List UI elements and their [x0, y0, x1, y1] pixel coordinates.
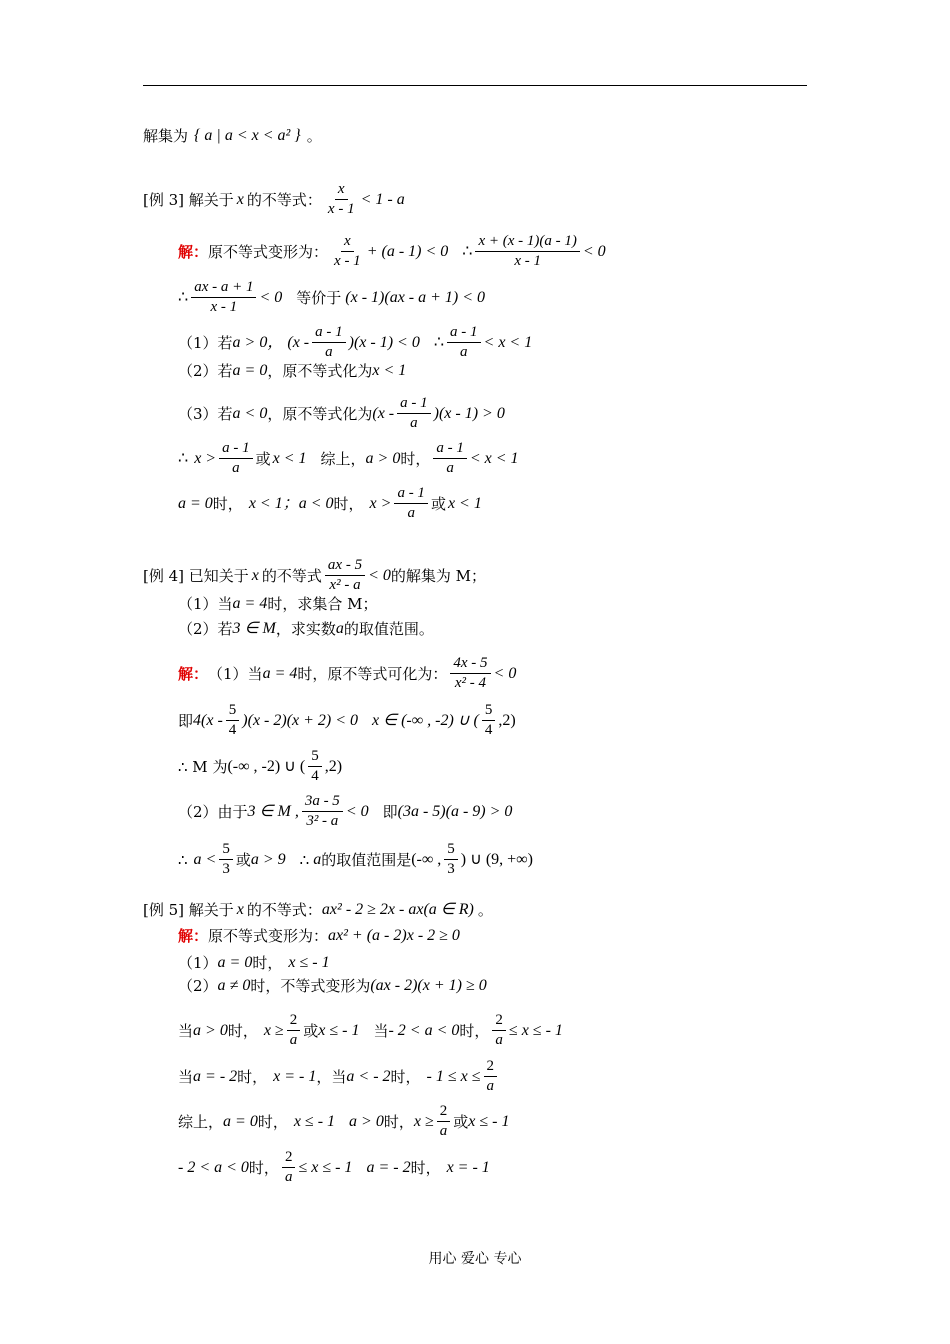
- ex5-solution: [178, 927, 460, 945]
- text-span: 3 ∈ M ,: [247, 802, 299, 820]
- text-span: （2）若: [178, 362, 233, 380]
- denominator: x - 1: [514, 253, 541, 269]
- text-span: a = 0: [217, 954, 253, 971]
- text-span: a > 0，: [232, 333, 284, 351]
- text-span: ∴: [462, 242, 473, 260]
- text-span: ,2): [324, 757, 343, 775]
- text-span: （2）若: [178, 620, 233, 638]
- text-span: a = 4: [262, 664, 298, 682]
- numerator: a - 1: [312, 323, 346, 343]
- denominator: a: [410, 415, 418, 431]
- denominator: a: [446, 460, 454, 476]
- text-span: 的不等式：: [246, 901, 322, 919]
- text-span: 或: [430, 494, 446, 513]
- fraction: [325, 180, 358, 219]
- text-span: a: [313, 850, 322, 868]
- denominator: 4: [484, 722, 493, 738]
- numerator: 5: [308, 747, 322, 767]
- fraction: [191, 278, 256, 317]
- fraction: [219, 840, 233, 879]
- text-span: a = - 2: [193, 1067, 238, 1085]
- text-span: 的解集为 M；: [390, 566, 487, 585]
- numerator: 2: [484, 1057, 498, 1077]
- fraction: [484, 1057, 498, 1096]
- text-span: (3a - 5)(a - 9) > 0: [397, 802, 513, 820]
- text-span: x = - 1: [446, 1158, 490, 1176]
- fraction: [331, 232, 364, 271]
- text-span: 的不等式: [261, 566, 322, 585]
- denominator: a: [289, 1032, 298, 1048]
- text-span: x ≤ - 1: [288, 954, 330, 971]
- text-span: 当: [373, 1021, 389, 1040]
- numerator: 3a - 5: [302, 792, 343, 812]
- text-span: )(x - 1) > 0: [433, 404, 505, 422]
- text-span: a > 9: [250, 850, 286, 868]
- text-span: 原不等式变形为：: [208, 927, 329, 945]
- ex4-step3: [178, 747, 342, 786]
- text-span: < 0: [368, 566, 391, 584]
- text-span: （3）若: [178, 404, 233, 423]
- text-span: ，求实数: [275, 620, 336, 638]
- text-span: (x - 1)(ax - a + 1) < 0: [345, 288, 486, 306]
- denominator: x - 1: [334, 253, 361, 269]
- numerator: x: [335, 180, 348, 200]
- ex3-step3: [178, 278, 485, 317]
- fraction: [447, 323, 481, 362]
- numerator: a - 1: [219, 439, 253, 459]
- text-span: 时，: [390, 1067, 421, 1086]
- fraction: [482, 701, 496, 740]
- numerator: 5: [444, 840, 458, 860]
- text-span: x: [236, 901, 244, 918]
- text-span: x >: [369, 494, 392, 512]
- ex5-line4: [178, 1148, 490, 1187]
- text-span: 时，求集合 M；: [267, 595, 378, 613]
- text-span: (ax - 2)(x + 1) ≥ 0: [370, 977, 487, 994]
- text-span: 的取值范围是: [321, 850, 412, 869]
- text-span: 时，: [459, 1021, 490, 1040]
- fraction: [219, 439, 253, 478]
- text-span: （2）由于: [178, 802, 248, 821]
- numerator: ax - a + 1: [191, 278, 256, 298]
- ex4-q1: [178, 595, 377, 613]
- text-span: x < 1: [447, 494, 482, 512]
- text-span: 时，: [333, 494, 364, 513]
- fraction: [226, 701, 240, 740]
- fraction: [437, 1102, 451, 1141]
- text-span: ≤ x ≤ - 1: [508, 1021, 563, 1039]
- text-span: x = - 1: [273, 1067, 317, 1085]
- text-span: 即: [178, 711, 194, 730]
- fraction: [312, 323, 346, 362]
- text-span: a = 0: [178, 494, 213, 512]
- ex3-result2: [178, 484, 482, 523]
- numerator: a - 1: [433, 439, 467, 459]
- text-span: ,2): [498, 711, 516, 729]
- text-span: (x -: [287, 333, 310, 351]
- numerator: a - 1: [447, 323, 481, 343]
- fraction: [450, 654, 490, 693]
- text-span: < 0: [493, 664, 517, 682]
- numerator: 2: [437, 1102, 451, 1122]
- text-span: ax² - 2 ≥ 2x - ax(a ∈ R): [321, 901, 474, 918]
- fraction: [397, 394, 431, 433]
- text-span: - 1 ≤ x ≤: [426, 1067, 481, 1085]
- text-span: x: [236, 190, 244, 208]
- text-span: a ≠ 0: [217, 977, 251, 994]
- fraction: [308, 747, 322, 786]
- denominator: x² - 4: [454, 675, 487, 691]
- denominator: a: [495, 1032, 503, 1048]
- page-footer: 用心 爱心 专心: [428, 1251, 522, 1267]
- solution-label: 解：: [178, 242, 209, 261]
- ex4-solution: [178, 654, 516, 693]
- fraction: [475, 232, 579, 271]
- text-span: ，原不等式化为: [267, 404, 373, 423]
- text-span: x ∈ (-∞ , -2) ∪ (: [372, 711, 479, 729]
- text-span: （2）: [178, 977, 218, 995]
- numerator: x + (x - 1)(a - 1): [475, 232, 579, 252]
- denominator: a: [232, 460, 240, 476]
- text-span: a < 0: [232, 404, 268, 422]
- text-span: 3 ∈ M: [232, 620, 276, 637]
- ex4-step2: [178, 701, 516, 740]
- ex3-case2: [178, 362, 406, 380]
- text-span: a = 4: [232, 595, 268, 612]
- fraction: [287, 1011, 301, 1050]
- text-span: (-∞ , -2) ∪ (: [227, 757, 306, 775]
- ex3-result1: [178, 439, 519, 478]
- text-span: < x < 1: [469, 449, 519, 467]
- ex4-title: [143, 556, 486, 595]
- text-span: 时，不等式变形为: [250, 977, 371, 995]
- header-rule: [143, 85, 807, 86]
- numerator: 4x - 5: [450, 654, 490, 674]
- denominator: a: [284, 1169, 293, 1185]
- text-span: (x -: [372, 404, 395, 422]
- text-span: ∴: [178, 449, 189, 467]
- denominator: a: [407, 505, 415, 521]
- numerator: a - 1: [397, 394, 431, 414]
- text-span: x ≤ - 1: [318, 1021, 360, 1039]
- denominator: x - 1: [327, 201, 355, 217]
- fraction: [325, 556, 365, 595]
- denominator: 3: [222, 861, 230, 877]
- text-span: x < 1: [372, 362, 407, 379]
- text-span: （1）若: [178, 333, 233, 352]
- numerator: 2: [282, 1148, 296, 1168]
- text-span: a < 0: [298, 494, 334, 512]
- text-span: (-∞ ,: [411, 850, 442, 868]
- text: 。: [306, 127, 322, 145]
- text-span: 时，: [237, 1067, 268, 1086]
- text-span: x ≥: [263, 1021, 284, 1039]
- fraction: [433, 439, 467, 478]
- text-span: ∴: [178, 288, 189, 306]
- ex5-line3: [178, 1102, 509, 1141]
- text-span: 当: [178, 1067, 194, 1086]
- text-span: a: [335, 620, 344, 637]
- text-span: 或: [235, 850, 251, 869]
- text-span: ) ∪ (9, +∞): [460, 850, 533, 868]
- denominator: 3² - a: [306, 813, 339, 829]
- denominator: a: [325, 344, 333, 360]
- text-span: ∴: [299, 850, 310, 869]
- text-span: 的取值范围。: [343, 620, 434, 638]
- text-span: - 2 < a < 0: [388, 1021, 460, 1039]
- ex3-case3: [178, 394, 505, 433]
- text-span: x: [251, 566, 259, 584]
- fraction: [282, 1148, 296, 1187]
- text-span: < x < 1: [483, 333, 533, 351]
- text-span: a = - 2: [366, 1158, 411, 1176]
- text-span: 或: [453, 1112, 469, 1131]
- ex5-title: [143, 901, 493, 919]
- text-span: （1）: [178, 954, 218, 972]
- text-span: ax² + (a - 2)x - 2 ≥ 0: [328, 927, 460, 944]
- text-span: 或: [255, 449, 271, 468]
- numerator: 2: [287, 1011, 301, 1031]
- text-span: 时，: [248, 1158, 279, 1177]
- ex3-case1: [178, 323, 532, 362]
- solution-label: 解：: [178, 927, 209, 945]
- text-span: x ≤ - 1: [293, 1112, 336, 1130]
- denominator: 4: [311, 768, 319, 784]
- ex5-line2: [178, 1057, 500, 1096]
- text-span: a > 0: [365, 449, 401, 467]
- text-span: x < 1；: [248, 494, 299, 512]
- text-span: 。: [477, 901, 493, 919]
- text-span: x >: [194, 449, 217, 467]
- text-span: ∴: [433, 333, 445, 351]
- text-span: x < 1: [272, 449, 307, 467]
- text-span: （1）当: [208, 664, 263, 683]
- text-span: ∴: [178, 850, 188, 869]
- text-span: < 0: [259, 288, 283, 306]
- ex4-q2: [178, 620, 434, 638]
- text-span: 综上，: [320, 449, 366, 468]
- numerator: 2: [492, 1011, 506, 1031]
- denominator: x² - a: [329, 577, 361, 593]
- text-span: x ≥: [413, 1112, 434, 1130]
- numerator: a - 1: [394, 484, 428, 504]
- text-span: < 0: [582, 242, 606, 260]
- solution-set-line: [143, 127, 322, 145]
- numerator: x: [341, 232, 354, 252]
- text-span: 时，: [227, 1021, 258, 1040]
- ex5-case1: [178, 954, 330, 972]
- denominator: x - 1: [210, 299, 238, 315]
- numerator: 5: [226, 701, 240, 721]
- fraction: [302, 792, 343, 831]
- text-span: )(x - 2)(x + 2) < 0: [242, 711, 359, 729]
- text-span: 原不等式变形为：: [208, 242, 329, 261]
- text-span: - 2 < a < 0: [178, 1158, 249, 1176]
- text-span: + (a - 1) < 0: [366, 242, 449, 260]
- denominator: a: [486, 1078, 495, 1094]
- math: { a | a < x < a² }: [194, 127, 301, 144]
- text-span: ，当: [316, 1067, 347, 1086]
- text-span: ，原不等式化为: [267, 362, 373, 380]
- text-span: 等价于: [296, 288, 342, 307]
- numerator: 5: [482, 701, 496, 721]
- text: 解集为: [143, 127, 189, 145]
- text-span: a > 0: [193, 1021, 228, 1039]
- ex3-solution: [178, 232, 606, 271]
- text-span: x ≤ - 1: [468, 1112, 510, 1130]
- text-span: < 1 - a: [360, 190, 405, 208]
- text-span: a < - 2: [346, 1067, 391, 1085]
- denominator: 4: [228, 722, 237, 738]
- denominator: a: [460, 344, 468, 360]
- denominator: 3: [447, 861, 455, 877]
- text-span: [例 3] 解关于: [143, 190, 234, 209]
- ex5-case2: [178, 977, 487, 995]
- text-span: 时，: [400, 449, 431, 468]
- text-span: 或: [303, 1021, 319, 1040]
- ex5-line1: [178, 1011, 563, 1050]
- text-span: 的不等式：: [246, 190, 322, 209]
- fraction: [394, 484, 428, 523]
- text-span: ≤ x ≤ - 1: [298, 1158, 353, 1176]
- fraction: [444, 840, 458, 879]
- text-span: [例 5] 解关于: [143, 901, 234, 919]
- denominator: a: [439, 1123, 448, 1139]
- text-span: 时，原不等式可化为：: [297, 664, 448, 683]
- text-span: 时，: [383, 1112, 414, 1131]
- text-span: < 0: [345, 802, 369, 820]
- solution-label: 解：: [178, 664, 209, 683]
- text-span: 当: [178, 1021, 194, 1040]
- ex3-title: [143, 180, 405, 219]
- numerator: ax - 5: [325, 556, 365, 576]
- ex4-step5: [178, 840, 533, 879]
- text-span: 时，: [410, 1158, 441, 1177]
- fraction: [492, 1011, 506, 1050]
- text-span: 4(x -: [193, 711, 223, 729]
- text-span: a <: [193, 850, 217, 868]
- text-span: 时，: [212, 494, 243, 513]
- text-span: 时，: [252, 954, 283, 972]
- text-span: a = 0: [223, 1112, 258, 1130]
- text-span: [例 4] 已知关于: [143, 566, 249, 585]
- text-span: ∴ M 为: [178, 757, 228, 776]
- text-span: a > 0: [349, 1112, 384, 1130]
- text-span: )(x - 1) < 0: [348, 333, 420, 351]
- text-span: 时，: [257, 1112, 288, 1131]
- text-span: a = 0: [232, 362, 268, 379]
- text-span: （1）当: [178, 595, 233, 613]
- numerator: 5: [219, 840, 233, 860]
- ex4-step4: [178, 792, 512, 831]
- text-span: 综上，: [178, 1112, 224, 1131]
- text-span: 即: [382, 802, 398, 821]
